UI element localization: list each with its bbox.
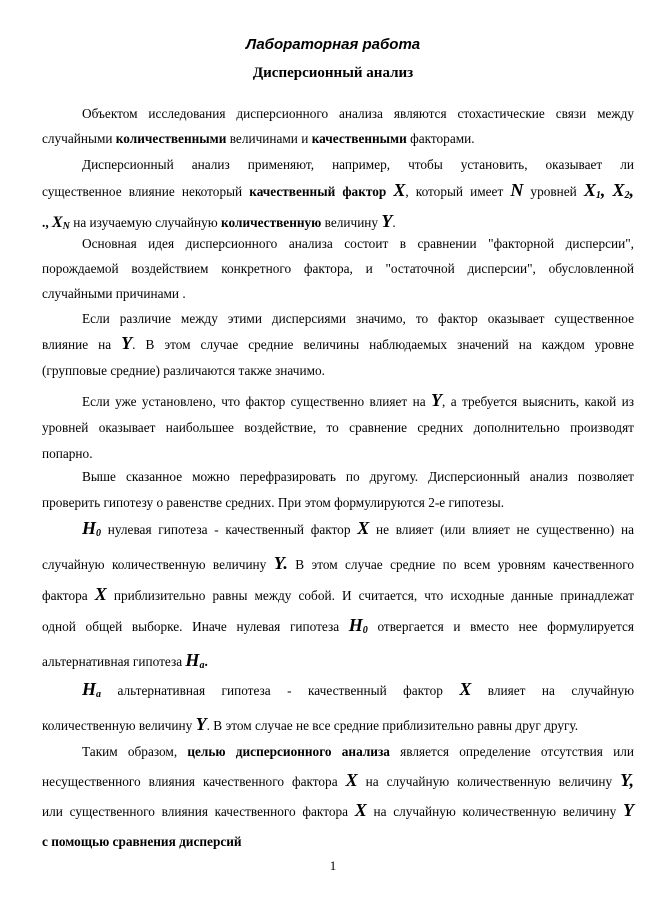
paragraph-8-line-1: $H_a$ альтернативная гипотеза - качественный фактор X влияет на случайную — [82, 679, 634, 700]
paragraph-5-line-3: попарно. — [42, 446, 93, 461]
paragraph-6-line-2: проверить гипотезу о равенстве средних. При этом формулируются 2-е гипотезы. — [42, 495, 505, 510]
paragraph-7-line-1: $H_0$ нулевая гипотеза - качественный фактор X не влияет (или влияет не существенно) на — [82, 518, 634, 539]
paragraph-8-line-2: количественную величину Y. В этом случае не все средние приблизительно равны друг другу. — [42, 714, 579, 734]
paragraph-6-line-1: Выше сказанное можно перефразировать по другому. Дисперсионный анализ позволяет — [82, 469, 634, 484]
paragraph-5-line-1: Если уже установлено, что фактор существенно влияет на Y, а требуется выяснить, какой из — [82, 390, 634, 410]
paragraph-4-line-1: Если различие между этими дисперсиями значимо, то фактор оказывает существенное — [82, 311, 634, 326]
paragraph-1 — [42, 101, 634, 151]
paragraph-8 — [42, 675, 634, 741]
paragraph-5 — [42, 389, 634, 467]
paragraph-9-line-3: или существенного влияния качественного фактора X на случайную количественную величину Y — [42, 800, 634, 820]
paragraph-2-line-3: ., $X_N$ на изучаемую случайную количественную величину Y. — [42, 211, 396, 232]
document-title: Лабораторная работа — [245, 36, 421, 53]
paragraph-3-line-3: случайными причинами . — [42, 286, 186, 301]
paragraph-9-line-1: Таким образом, целью дисперсионного анализа является определение отсутствия или — [82, 744, 634, 759]
document-subtitle: Дисперсионный анализ — [252, 65, 414, 81]
paragraph-2-line-1: Дисперсионный анализ применяют, например, чтобы установить, оказывает ли — [82, 157, 634, 172]
paragraph-1-line-1: Объектом исследования дисперсионного анализа являются стохастические связи между — [82, 106, 634, 121]
paragraph-9-line-2: несущественного влияния качественного фактора X на случайную количественную величину Y, — [42, 770, 634, 790]
paragraph-9-line-4: с помощью сравнения дисперсий — [42, 834, 242, 849]
paragraph-4-line-3: (групповые средние) различаются также значимо. — [42, 363, 325, 378]
paragraph-1-line-2: случайными количественными величинами и качественными факторами. — [42, 131, 475, 146]
paragraph-3 — [42, 231, 634, 306]
paragraph-3-line-1: Основная идея дисперсионного анализа состоит в сравнении "факторной дисперсии", — [82, 236, 634, 251]
paragraph-7-line-3: фактора X приблизительно равны между собой. И считается, что исходные данные принадлежат — [42, 584, 634, 604]
paragraph-7 — [42, 514, 634, 681]
paragraph-7-line-4: одной общей выборке. Иначе нулевая гипотеза $H_0$ отвергается и вместо нее формулируется — [42, 615, 634, 636]
paragraph-7-line-5: альтернативная гипотеза $H_a$. — [42, 650, 208, 671]
paragraph-4-line-2: влияние на Y. В этом случае средние величины наблюдаемых значений на каждом уровне — [42, 333, 634, 353]
paragraph-6 — [42, 464, 634, 516]
paragraph-9 — [42, 737, 634, 857]
paragraph-2 — [42, 151, 634, 240]
paragraph-4 — [42, 306, 634, 384]
paragraph-7-line-2: случайную количественную величину Y. В этом случае средние по всем уровням качественного — [42, 553, 634, 573]
page-number: 1 — [329, 858, 337, 873]
paragraph-5-line-2: уровней оказывает наибольшее воздействие, то сравнение средних дополнительно производят — [42, 420, 634, 435]
paragraph-2-line-2: существенное влияние некоторый качественный фактор X, который имеет N уровней $X_1$, $X_2$, — [42, 180, 634, 201]
paragraph-3-line-2: порождаемой воздействием конкретного фактора, и "остаточной дисперсии", обусловленной — [42, 261, 634, 276]
